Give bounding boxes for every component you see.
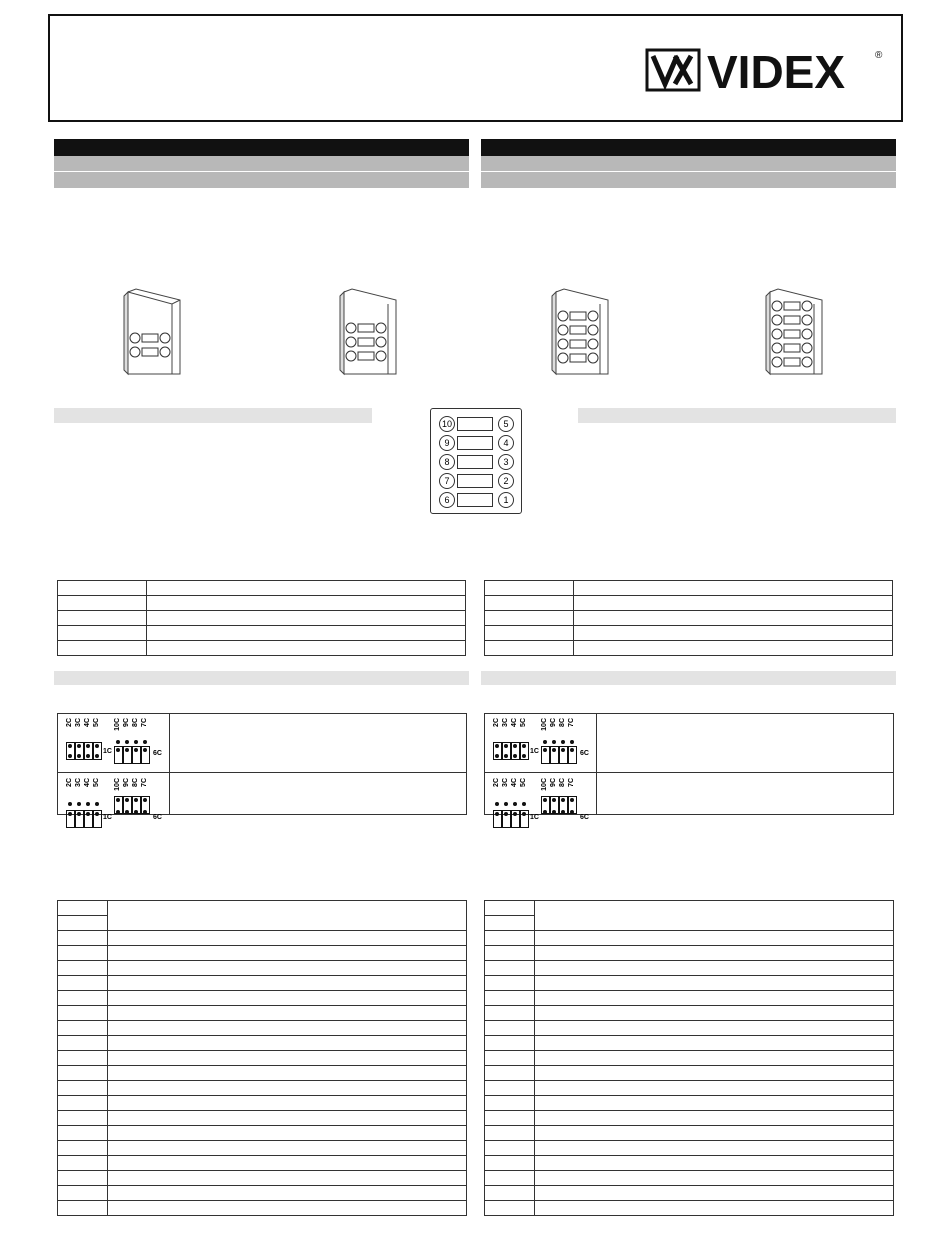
jumper-pin <box>513 802 517 806</box>
keypad-row <box>438 416 516 432</box>
keypad-button-number: 6 <box>439 492 455 508</box>
name-label-window <box>457 436 493 450</box>
module-10-button-illustration <box>764 288 826 376</box>
left-section-bar <box>54 408 372 423</box>
keypad-button-number: 1 <box>498 492 514 508</box>
jumper-label: 10C <box>114 718 121 731</box>
jumper-label: 2C <box>493 718 500 727</box>
jumper-pin <box>77 802 81 806</box>
document-header <box>48 14 903 122</box>
keypad-row <box>438 454 516 470</box>
jumper-link <box>75 810 84 828</box>
keypad-button-number: 10 <box>439 416 455 432</box>
jumper-pin <box>561 740 565 744</box>
jumper-pin <box>522 754 526 758</box>
jumper-pin <box>543 740 547 744</box>
table-row <box>58 991 467 1006</box>
name-label-window <box>457 455 493 469</box>
table-row <box>58 1021 467 1036</box>
left-large-table <box>57 900 467 1218</box>
jumper-pin <box>504 754 508 758</box>
jumper-pin <box>134 810 138 814</box>
jumper-pin <box>125 740 129 744</box>
table-row <box>58 1201 467 1216</box>
table-row <box>485 1201 894 1216</box>
large-table-grid <box>484 900 894 1216</box>
table-row <box>58 1156 467 1171</box>
jumper-link <box>84 810 93 828</box>
jumper-pin <box>77 754 81 758</box>
jumper-label-1c: 1C <box>530 814 539 821</box>
jumper-pin <box>543 810 547 814</box>
jumper-label: 9C <box>123 778 130 787</box>
table-row <box>58 1036 467 1051</box>
jumper-link <box>493 810 502 828</box>
jumper-diagram-d <box>491 776 591 828</box>
keypad-row <box>438 473 516 489</box>
left-title-bar <box>54 139 469 156</box>
jumper-pin <box>513 754 517 758</box>
table-row <box>485 1081 894 1096</box>
right-jumper-table <box>484 713 894 821</box>
jumper-label: 9C <box>550 778 557 787</box>
right-title-bar <box>481 139 896 156</box>
right-section-bar <box>578 408 896 423</box>
table-row <box>485 1096 894 1111</box>
jumper-label: 7C <box>568 718 575 727</box>
videx-logo <box>645 44 887 96</box>
jumper-label: 8C <box>559 718 566 727</box>
jumper-pin <box>86 802 90 806</box>
jumper-link <box>123 746 132 764</box>
jumper-diagram-b <box>64 776 164 828</box>
jumper-pin <box>495 754 499 758</box>
right-jumper-bar <box>481 671 896 685</box>
svg-text:®: ® <box>875 50 883 61</box>
jumper-label: 10C <box>541 718 548 731</box>
jumper-link <box>568 746 577 764</box>
jumper-pin <box>561 810 565 814</box>
table-row <box>58 946 467 961</box>
jumper-label: 8C <box>559 778 566 787</box>
table-row <box>485 1126 894 1141</box>
jumper-pin <box>125 810 129 814</box>
jumper-label: 7C <box>141 778 148 787</box>
jumper-link <box>114 746 123 764</box>
jumper-link <box>141 746 150 764</box>
jumper-pin <box>68 754 72 758</box>
jumper-link <box>66 810 75 828</box>
jumper-pin <box>95 802 99 806</box>
jumper-label: 5C <box>93 718 100 727</box>
table-row <box>58 931 467 946</box>
jumper-label: 10C <box>114 778 121 791</box>
table-row <box>485 976 894 991</box>
table-row <box>58 1171 467 1186</box>
table-row <box>58 1066 467 1081</box>
jumper-label: 2C <box>493 778 500 787</box>
jumper-label: 5C <box>93 778 100 787</box>
left-jumper-bar <box>54 671 469 685</box>
keypad-button-number: 9 <box>439 435 455 451</box>
table-row <box>485 1156 894 1171</box>
jumper-link <box>93 810 102 828</box>
jumper-label: 7C <box>568 778 575 787</box>
jumper-label: 9C <box>123 718 130 727</box>
jumper-diagram-c <box>491 718 591 770</box>
jumper-link <box>541 746 550 764</box>
jumper-pin <box>116 740 120 744</box>
table-row <box>485 1186 894 1201</box>
name-label-window <box>457 417 493 431</box>
table-row <box>485 1171 894 1186</box>
jumper-link <box>550 746 559 764</box>
table-row <box>58 1126 467 1141</box>
module-8-button-illustration <box>550 288 612 376</box>
jumper-label-6c: 6C <box>580 750 589 757</box>
table-row <box>485 1051 894 1066</box>
jumper-label: 2C <box>66 718 73 727</box>
jumper-label: 3C <box>75 778 82 787</box>
keypad-button-number: 7 <box>439 473 455 489</box>
jumper-label: 2C <box>66 778 73 787</box>
jumper-label: 5C <box>520 718 527 727</box>
left-subtitle-bar <box>54 156 469 171</box>
jumper-label: 4C <box>84 778 91 787</box>
left-info-table <box>57 580 466 656</box>
jumper-label: 10C <box>541 778 548 791</box>
table-row <box>485 961 894 976</box>
jumper-link <box>559 746 568 764</box>
jumper-label: 8C <box>132 718 139 727</box>
left-subtitle-bar-2 <box>54 172 469 188</box>
keypad-row <box>438 435 516 451</box>
jumper-label-6c: 6C <box>153 814 162 821</box>
keypad-button-number: 8 <box>439 454 455 470</box>
module-2-button-illustration <box>122 288 184 376</box>
table-row <box>58 1096 467 1111</box>
table-row <box>58 1141 467 1156</box>
jumper-link <box>520 810 529 828</box>
jumper-pin <box>570 810 574 814</box>
table-row <box>58 1186 467 1201</box>
jumper-diagram-a <box>64 718 164 770</box>
table-row <box>485 1036 894 1051</box>
table-row <box>58 1081 467 1096</box>
jumper-link <box>132 746 141 764</box>
jumper-label: 7C <box>141 718 148 727</box>
jumper-label-1c: 1C <box>103 748 112 755</box>
keypad-button-number: 3 <box>498 454 514 470</box>
table-row <box>485 991 894 1006</box>
jumper-label: 9C <box>550 718 557 727</box>
table-row <box>58 1111 467 1126</box>
table-row <box>58 976 467 991</box>
keypad-button-number: 5 <box>498 416 514 432</box>
jumper-label-6c: 6C <box>580 814 589 821</box>
jumper-label: 5C <box>520 778 527 787</box>
jumper-pin <box>570 740 574 744</box>
table-row <box>485 1141 894 1156</box>
keypad-button-number: 2 <box>498 473 514 489</box>
jumper-label: 3C <box>75 718 82 727</box>
jumper-link <box>511 810 520 828</box>
jumper-label-1c: 1C <box>103 814 112 821</box>
table-row <box>58 961 467 976</box>
right-subtitle-bar-2 <box>481 172 896 188</box>
module-4-button-illustration <box>338 288 400 376</box>
jumper-label: 3C <box>502 718 509 727</box>
jumper-pin <box>68 802 72 806</box>
jumper-pin <box>552 740 556 744</box>
table-row <box>485 1111 894 1126</box>
keypad-button-number: 4 <box>498 435 514 451</box>
jumper-pin <box>495 802 499 806</box>
table-row <box>485 1006 894 1021</box>
right-large-table <box>484 900 894 1218</box>
jumper-label: 3C <box>502 778 509 787</box>
jumper-pin <box>143 810 147 814</box>
jumper-pin <box>504 802 508 806</box>
jumper-label: 8C <box>132 778 139 787</box>
left-jumper-table <box>57 713 467 821</box>
jumper-label-1c: 1C <box>530 748 539 755</box>
table-row <box>485 946 894 961</box>
table-row <box>485 1021 894 1036</box>
jumper-pin <box>116 810 120 814</box>
brand-name: VIDEX <box>707 46 846 96</box>
name-label-window <box>457 493 493 507</box>
jumper-link <box>502 810 511 828</box>
jumper-pin <box>552 810 556 814</box>
right-subtitle-bar <box>481 156 896 171</box>
jumper-pin <box>86 754 90 758</box>
keypad-diagram <box>430 408 522 514</box>
table-row <box>58 1006 467 1021</box>
table-row <box>485 931 894 946</box>
table-row <box>58 1051 467 1066</box>
large-table-grid <box>57 900 467 1216</box>
jumper-label-6c: 6C <box>153 750 162 757</box>
jumper-pin <box>134 740 138 744</box>
jumper-pin <box>522 802 526 806</box>
jumper-label: 4C <box>511 718 518 727</box>
keypad-row <box>438 492 516 508</box>
jumper-pin <box>143 740 147 744</box>
name-label-window <box>457 474 493 488</box>
jumper-label: 4C <box>511 778 518 787</box>
jumper-label: 4C <box>84 718 91 727</box>
jumper-pin <box>95 754 99 758</box>
right-info-table <box>484 580 893 656</box>
table-row <box>485 1066 894 1081</box>
